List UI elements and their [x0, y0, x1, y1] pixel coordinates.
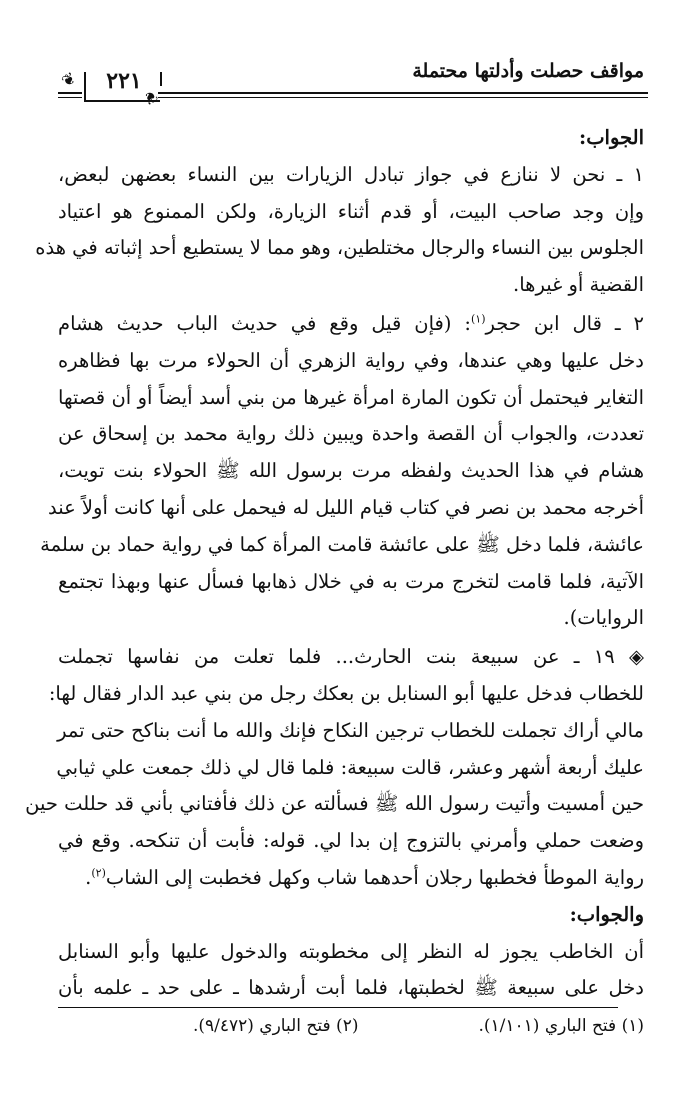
text-line: عائشة، فلما دخل ﷺ على عائشة قامت المرأة كما في رواية حماد بن سلمة — [40, 532, 644, 556]
main-text — [25, 120, 644, 1007]
text-line: وضعت حملي وأمرني بالتزوج إن بدا لي. قوله: فأبت أن تنكحه. وقع في — [58, 829, 644, 853]
page-number: ٢٢١ — [106, 68, 142, 94]
text-line: التغاير فيحتمل أن تكون المارة امرأة غيرها من بني أسد أيضاً أو أن قصتها — [58, 385, 644, 409]
text-line — [58, 860, 644, 897]
answer-heading: الجواب: — [579, 126, 644, 149]
footnotes — [58, 1016, 644, 1036]
answer-heading: والجواب: — [569, 902, 644, 926]
text-line: عليك أربعة أشهر وعشر، قالت سبيعة: فلما قال لي ذلك جمعت علي ثيابي — [56, 755, 644, 779]
footnote-marker: (٢) — [91, 866, 106, 880]
text-line: دخل على سبيعة ﷺ لخطبتها، فلما أبت أرشدها ـ على حد ـ علمه بأن — [58, 976, 644, 1000]
side-rule-thin — [58, 97, 82, 98]
side-rule — [58, 92, 82, 94]
text-line: الآتية، فلما قامت لتخرج مرت به في خلال ذهابها فسأل عنها وبهذا تجتمع — [58, 569, 644, 593]
footnote-rule — [58, 1007, 618, 1008]
text-line: أخرجه محمد بن نصر في كتاب قيام الليل له فيحمل على أنها كانت أولاً عند — [47, 495, 644, 519]
footnote-marker: (١) — [470, 312, 486, 326]
text-line: وإن وجد صاحب البيت، أو قدم أثناء الزيارة، ولكن الممنوع هو اعتياد — [58, 199, 644, 223]
text-line — [58, 306, 644, 343]
header-rule — [158, 92, 648, 94]
text-line: الروايات). — [563, 606, 644, 630]
text-line: تعددت، والجواب أن القصة واحدة ويبين ذلك رواية محمد بن إسحاق عن — [58, 422, 644, 446]
text-line: مالي أراك تجملت للخطاب ترجين النكاح فإنك والله ما أنت بناكح حتى تمر — [57, 718, 644, 742]
text-line: ◈ ١٩ ـ عن سبيعة بنت الحارث... فلما تعلت من نفاسها تجملت — [58, 645, 644, 669]
footnote: (٢) فتح الباري (٩/٤٧٢). — [192, 1016, 359, 1036]
text-line: الجلوس بين النساء والرجال مختلطين، وهو مما لا يستطيع أحد إثباته في هذه — [35, 236, 644, 260]
leaf-ornament-icon: ❦ — [140, 85, 162, 110]
running-title: مواقف حصلت وأدلتها محتملة — [412, 60, 644, 82]
text-segment: رواية الموطأ فخطبها رجلان أحدهما شاب وكهل فخطبت إلى الشاب — [105, 865, 644, 889]
footnote: (١) فتح الباري (١/١٠١). — [478, 1016, 644, 1036]
leaf-ornament-icon: ❦ — [58, 67, 80, 92]
text-segment: : (فإن قيل وقع في حديث الباب حديث هشام — [58, 311, 471, 335]
text-line: القضية أو غيرها. — [513, 273, 644, 297]
text-line: حين أمسيت وأتيت رسول الله ﷺ فسألته عن ذلك فأفتاني بأني قد حللت حين — [25, 792, 644, 816]
text-line: للخطاب فدخل عليها أبو السنابل بن بعكك رجل من بني عبد الدار فقال لها: — [48, 681, 644, 705]
text-line: هشام في هذا الحديث ولفظه مرت برسول الله ﷺ الحولاء بنت تويت، — [58, 459, 644, 483]
text-segment: . — [85, 865, 92, 889]
header-rule-thin — [158, 97, 648, 98]
text-line: ١ ـ نحن لا ننازع في جواز تبادل الزيارات بين النساء بعضهن لبعض، — [58, 162, 644, 186]
text-line: دخل عليها وهي عندها، وفي رواية الزهري أن الحولاء مرت بها فظاهره — [58, 348, 644, 372]
page-header — [58, 58, 648, 108]
text-line: أن الخاطب يجوز له النظر إلى مخطوبته والدخول عليها وأبو السنابل — [58, 939, 644, 963]
text-segment: ٢ ـ قال ابن حجر — [485, 311, 644, 335]
